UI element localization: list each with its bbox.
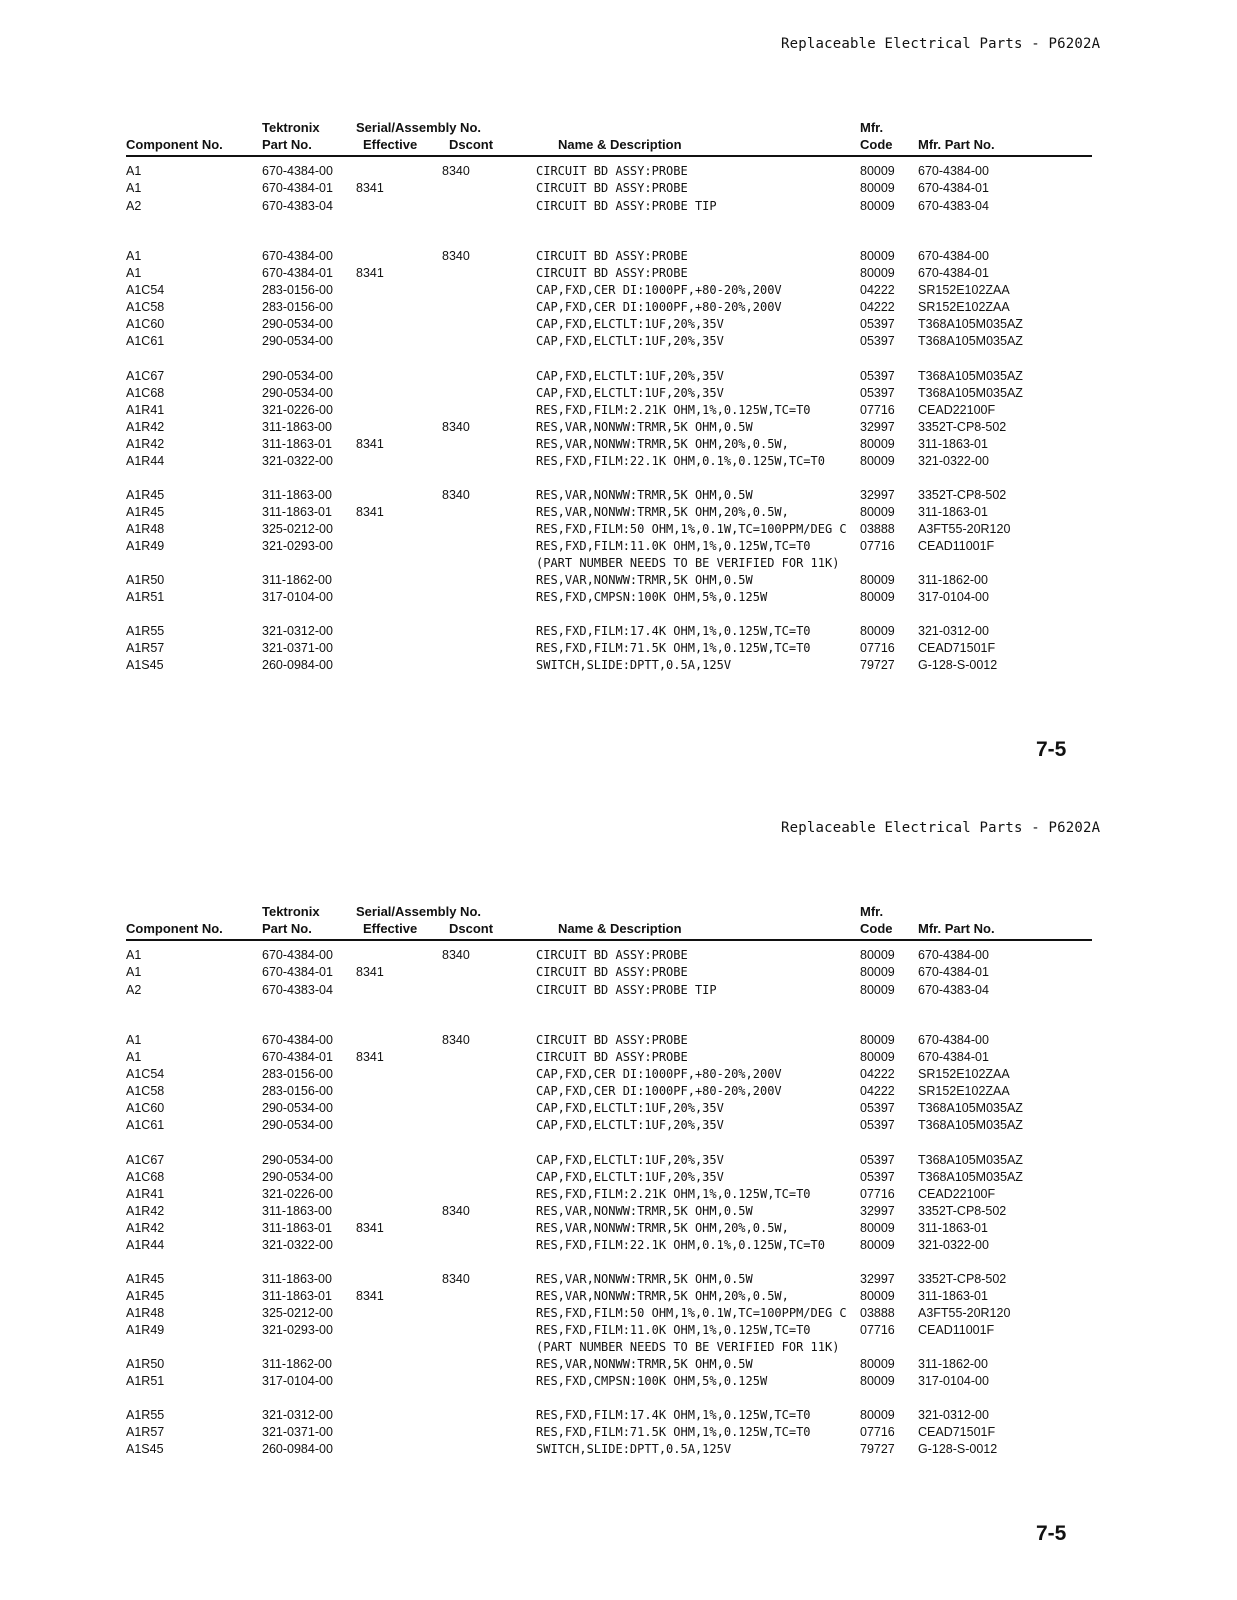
cell-desc: (PART NUMBER NEEDS TO BE VERIFIED FOR 11K) — [536, 556, 840, 570]
cell-part: 317-0104-00 — [262, 1374, 333, 1388]
cell-part: 283-0156-00 — [262, 283, 333, 297]
column-header-effective: Effective — [363, 921, 418, 936]
column-header-mfr-top: Mfr. — [860, 904, 884, 919]
column-header-component: Component No. — [126, 921, 223, 936]
column-header-tek-bottom: Part No. — [262, 137, 312, 152]
cell-mpart: T368A105M035AZ — [918, 386, 1023, 400]
cell-desc: CAP,FXD,CER DI:1000PF,+80-20%,200V — [536, 1067, 782, 1081]
cell-part: 317-0104-00 — [262, 590, 333, 604]
cell-mpart: T368A105M035AZ — [918, 1153, 1023, 1167]
cell-mpart: 311-1863-01 — [918, 505, 988, 519]
cell-comp: A1R42 — [126, 420, 165, 434]
cell-code: 80009 — [860, 505, 895, 519]
cell-desc: RES,VAR,NONWW:TRMR,5K OHM,20%,0.5W, — [536, 437, 789, 451]
cell-comp: A1C67 — [126, 369, 165, 383]
cell-part: 670-4384-01 — [262, 266, 333, 280]
cell-mpart: SR152E102ZAA — [918, 1084, 1010, 1098]
cell-desc: SWITCH,SLIDE:DPTT,0.5A,125V — [536, 658, 732, 672]
cell-desc: RES,VAR,NONWW:TRMR,5K OHM,0.5W — [536, 1357, 753, 1371]
cell-code: 32997 — [860, 488, 895, 502]
cell-code: 05397 — [860, 386, 895, 400]
cell-part: 311-1863-01 — [262, 1289, 332, 1303]
cell-eff: 8341 — [356, 1221, 384, 1235]
column-header-tek-top: Tektronix — [262, 120, 320, 135]
cell-code: 80009 — [860, 965, 895, 979]
cell-comp: A1C67 — [126, 1153, 165, 1167]
cell-comp: A1 — [126, 266, 142, 280]
cell-mpart: 670-4384-01 — [918, 181, 989, 195]
cell-code: 80009 — [860, 1238, 895, 1252]
cell-comp: A1C68 — [126, 1170, 165, 1184]
cell-part: 670-4384-00 — [262, 164, 333, 178]
cell-part: 311-1863-00 — [262, 1204, 332, 1218]
cell-desc: CAP,FXD,CER DI:1000PF,+80-20%,200V — [536, 283, 782, 297]
cell-comp: A1R57 — [126, 1425, 165, 1439]
cell-part: 321-0322-00 — [262, 454, 333, 468]
cell-eff: 8341 — [356, 181, 384, 195]
cell-mpart: 321-0312-00 — [918, 624, 989, 638]
cell-part: 321-0322-00 — [262, 1238, 333, 1252]
column-header-tek-bottom: Part No. — [262, 921, 312, 936]
cell-eff: 8341 — [356, 266, 384, 280]
cell-mpart: 321-0312-00 — [918, 1408, 989, 1422]
cell-mpart: 670-4384-01 — [918, 1050, 989, 1064]
cell-desc: RES,FXD,FILM:11.0K OHM,1%,0.125W,TC=T0 — [536, 539, 811, 553]
cell-mpart: 670-4384-00 — [918, 948, 989, 962]
cell-comp: A1C54 — [126, 1067, 165, 1081]
cell-desc: CAP,FXD,ELCTLT:1UF,20%,35V — [536, 369, 724, 383]
cell-dsc: 8340 — [442, 1272, 470, 1286]
cell-desc: RES,VAR,NONWW:TRMR,5K OHM,0.5W — [536, 573, 753, 587]
cell-code: 32997 — [860, 1272, 895, 1286]
cell-desc: CIRCUIT BD ASSY:PROBE — [536, 948, 688, 962]
cell-desc: CIRCUIT BD ASSY:PROBE — [536, 1050, 688, 1064]
cell-desc: CIRCUIT BD ASSY:PROBE — [536, 965, 688, 979]
cell-desc: CAP,FXD,ELCTLT:1UF,20%,35V — [536, 1153, 724, 1167]
cell-code: 80009 — [860, 249, 895, 263]
header-rule — [126, 939, 1092, 941]
cell-code: 03888 — [860, 1306, 895, 1320]
cell-mpart: SR152E102ZAA — [918, 1067, 1010, 1081]
cell-desc: RES,FXD,FILM:50 OHM,1%,0.1W,TC=100PPM/DEG C — [536, 522, 847, 536]
cell-desc: RES,FXD,FILM:11.0K OHM,1%,0.125W,TC=T0 — [536, 1323, 811, 1337]
running-head: Replaceable Electrical Parts - P6202A — [781, 36, 1101, 52]
cell-part: 321-0371-00 — [262, 1425, 333, 1439]
cell-mpart: G-128-S-0012 — [918, 658, 998, 672]
cell-code: 07716 — [860, 1187, 895, 1201]
cell-comp: A1C68 — [126, 386, 165, 400]
cell-desc: RES,FXD,FILM:2.21K OHM,1%,0.125W,TC=T0 — [536, 1187, 811, 1201]
cell-part: 325-0212-00 — [262, 1306, 333, 1320]
cell-comp: A1R45 — [126, 488, 165, 502]
cell-comp: A1R50 — [126, 1357, 165, 1371]
cell-code: 80009 — [860, 454, 895, 468]
cell-part: 670-4383-04 — [262, 199, 333, 213]
cell-comp: A1 — [126, 948, 142, 962]
cell-code: 04222 — [860, 283, 895, 297]
cell-comp: A1R51 — [126, 1374, 165, 1388]
column-header-mfr-top: Mfr. — [860, 120, 884, 135]
cell-comp: A1R45 — [126, 505, 165, 519]
column-header-name-desc: Name & Description — [558, 921, 682, 936]
cell-comp: A1 — [126, 1050, 142, 1064]
cell-comp: A1R44 — [126, 454, 165, 468]
cell-part: 311-1862-00 — [262, 1357, 332, 1371]
cell-desc: RES,FXD,FILM:71.5K OHM,1%,0.125W,TC=T0 — [536, 641, 811, 655]
cell-desc: (PART NUMBER NEEDS TO BE VERIFIED FOR 11K) — [536, 1340, 840, 1354]
page-number: 7-5 — [1036, 738, 1067, 761]
cell-eff: 8341 — [356, 1289, 384, 1303]
cell-code: 79727 — [860, 658, 895, 672]
cell-dsc: 8340 — [442, 249, 470, 263]
cell-code: 04222 — [860, 300, 895, 314]
cell-code: 80009 — [860, 1050, 895, 1064]
cell-dsc: 8340 — [442, 948, 470, 962]
cell-desc: CIRCUIT BD ASSY:PROBE — [536, 266, 688, 280]
column-header-dscont: Dscont — [449, 137, 494, 152]
cell-comp: A1C58 — [126, 300, 165, 314]
cell-comp: A1R45 — [126, 1272, 165, 1286]
cell-part: 321-0312-00 — [262, 1408, 333, 1422]
cell-code: 80009 — [860, 590, 895, 604]
cell-eff: 8341 — [356, 505, 384, 519]
cell-desc: RES,FXD,FILM:17.4K OHM,1%,0.125W,TC=T0 — [536, 624, 811, 638]
cell-code: 04222 — [860, 1067, 895, 1081]
cell-desc: CAP,FXD,ELCTLT:1UF,20%,35V — [536, 317, 724, 331]
running-head: Replaceable Electrical Parts - P6202A — [781, 820, 1101, 836]
cell-part: 283-0156-00 — [262, 1084, 333, 1098]
cell-mpart: SR152E102ZAA — [918, 300, 1010, 314]
cell-mpart: T368A105M035AZ — [918, 369, 1023, 383]
cell-code: 04222 — [860, 1084, 895, 1098]
cell-code: 32997 — [860, 1204, 895, 1218]
cell-code: 05397 — [860, 1170, 895, 1184]
column-header-code: Code — [860, 921, 893, 936]
cell-desc: RES,FXD,FILM:22.1K OHM,0.1%,0.125W,TC=T0 — [536, 1238, 825, 1252]
cell-desc: CIRCUIT BD ASSY:PROBE — [536, 1033, 688, 1047]
cell-code: 80009 — [860, 266, 895, 280]
cell-comp: A1S45 — [126, 658, 164, 672]
page-half — [0, 784, 1237, 1584]
cell-comp: A1R44 — [126, 1238, 165, 1252]
cell-dsc: 8340 — [442, 164, 470, 178]
cell-part: 325-0212-00 — [262, 522, 333, 536]
cell-code: 80009 — [860, 948, 895, 962]
cell-mpart: 311-1863-01 — [918, 1221, 988, 1235]
cell-comp: A1C61 — [126, 1118, 165, 1132]
cell-part: 670-4383-04 — [262, 983, 333, 997]
column-header-mfr-part: Mfr. Part No. — [918, 137, 995, 152]
cell-dsc: 8340 — [442, 1033, 470, 1047]
cell-mpart: 311-1862-00 — [918, 1357, 988, 1371]
cell-mpart: 3352T-CP8-502 — [918, 420, 1007, 434]
cell-code: 07716 — [860, 1323, 895, 1337]
cell-part: 290-0534-00 — [262, 1170, 333, 1184]
cell-mpart: A3FT55-20R120 — [918, 1306, 1011, 1320]
cell-part: 311-1863-01 — [262, 505, 332, 519]
column-header-dscont: Dscont — [449, 921, 494, 936]
cell-comp: A1C58 — [126, 1084, 165, 1098]
cell-part: 321-0226-00 — [262, 403, 333, 417]
cell-code: 80009 — [860, 573, 895, 587]
cell-code: 05397 — [860, 334, 895, 348]
cell-comp: A1R55 — [126, 624, 165, 638]
cell-desc: RES,VAR,NONWW:TRMR,5K OHM,0.5W — [536, 1272, 753, 1286]
cell-mpart: CEAD11001F — [918, 539, 995, 553]
cell-part: 290-0534-00 — [262, 369, 333, 383]
cell-mpart: 670-4384-01 — [918, 965, 989, 979]
cell-code: 07716 — [860, 1425, 895, 1439]
cell-eff: 8341 — [356, 437, 384, 451]
cell-mpart: 670-4384-00 — [918, 249, 989, 263]
cell-desc: RES,VAR,NONWW:TRMR,5K OHM,20%,0.5W, — [536, 1289, 789, 1303]
column-header-component: Component No. — [126, 137, 223, 152]
column-header-mfr-part: Mfr. Part No. — [918, 921, 995, 936]
cell-part: 670-4384-00 — [262, 948, 333, 962]
cell-comp: A1C61 — [126, 334, 165, 348]
cell-part: 321-0312-00 — [262, 624, 333, 638]
cell-mpart: 670-4384-00 — [918, 164, 989, 178]
cell-part: 311-1863-00 — [262, 488, 332, 502]
cell-mpart: 311-1862-00 — [918, 573, 988, 587]
cell-desc: CAP,FXD,CER DI:1000PF,+80-20%,200V — [536, 1084, 782, 1098]
cell-mpart: 3352T-CP8-502 — [918, 1204, 1007, 1218]
cell-comp: A1R41 — [126, 1187, 165, 1201]
cell-comp: A1R57 — [126, 641, 165, 655]
cell-code: 80009 — [860, 437, 895, 451]
cell-part: 290-0534-00 — [262, 386, 333, 400]
cell-mpart: CEAD11001F — [918, 1323, 995, 1337]
cell-desc: RES,FXD,FILM:50 OHM,1%,0.1W,TC=100PPM/DEG C — [536, 1306, 847, 1320]
cell-code: 80009 — [860, 199, 895, 213]
cell-comp: A1 — [126, 181, 142, 195]
cell-dsc: 8340 — [442, 1204, 470, 1218]
cell-mpart: CEAD71501F — [918, 641, 996, 655]
cell-comp: A1R42 — [126, 1204, 165, 1218]
cell-part: 670-4384-01 — [262, 181, 333, 195]
cell-part: 311-1863-01 — [262, 1221, 332, 1235]
cell-mpart: CEAD22100F — [918, 1187, 996, 1201]
cell-desc: CIRCUIT BD ASSY:PROBE TIP — [536, 199, 717, 213]
cell-part: 290-0534-00 — [262, 1101, 333, 1115]
cell-code: 80009 — [860, 164, 895, 178]
cell-mpart: G-128-S-0012 — [918, 1442, 998, 1456]
cell-comp: A1R55 — [126, 1408, 165, 1422]
cell-part: 290-0534-00 — [262, 1118, 333, 1132]
cell-part: 290-0534-00 — [262, 1153, 333, 1167]
cell-part: 260-0984-00 — [262, 1442, 333, 1456]
cell-desc: CAP,FXD,ELCTLT:1UF,20%,35V — [536, 1170, 724, 1184]
cell-comp: A1R48 — [126, 522, 165, 536]
cell-desc: SWITCH,SLIDE:DPTT,0.5A,125V — [536, 1442, 732, 1456]
cell-mpart: 670-4383-04 — [918, 983, 989, 997]
cell-code: 03888 — [860, 522, 895, 536]
cell-comp: A1R48 — [126, 1306, 165, 1320]
cell-desc: CIRCUIT BD ASSY:PROBE TIP — [536, 983, 717, 997]
cell-comp: A1R49 — [126, 1323, 165, 1337]
cell-part: 670-4384-01 — [262, 965, 333, 979]
page-number: 7-5 — [1036, 1522, 1067, 1545]
cell-code: 05397 — [860, 317, 895, 331]
cell-comp: A1C60 — [126, 1101, 165, 1115]
cell-desc: RES,VAR,NONWW:TRMR,5K OHM,0.5W — [536, 1204, 753, 1218]
cell-part: 321-0226-00 — [262, 1187, 333, 1201]
cell-comp: A2 — [126, 199, 142, 213]
cell-part: 311-1863-01 — [262, 437, 332, 451]
cell-dsc: 8340 — [442, 420, 470, 434]
column-header-serial-top: Serial/Assembly No. — [356, 904, 481, 919]
cell-code: 05397 — [860, 369, 895, 383]
cell-desc: RES,VAR,NONWW:TRMR,5K OHM,20%,0.5W, — [536, 1221, 789, 1235]
cell-comp: A1R41 — [126, 403, 165, 417]
cell-part: 283-0156-00 — [262, 300, 333, 314]
cell-desc: RES,VAR,NONWW:TRMR,5K OHM,0.5W — [536, 420, 753, 434]
cell-part: 321-0371-00 — [262, 641, 333, 655]
cell-mpart: CEAD22100F — [918, 403, 996, 417]
cell-mpart: 321-0322-00 — [918, 1238, 989, 1252]
cell-desc: CIRCUIT BD ASSY:PROBE — [536, 164, 688, 178]
cell-mpart: 670-4383-04 — [918, 199, 989, 213]
cell-desc: RES,VAR,NONWW:TRMR,5K OHM,20%,0.5W, — [536, 505, 789, 519]
cell-desc: CIRCUIT BD ASSY:PROBE — [536, 181, 688, 195]
cell-code: 80009 — [860, 1033, 895, 1047]
cell-mpart: T368A105M035AZ — [918, 317, 1023, 331]
cell-mpart: 317-0104-00 — [918, 590, 989, 604]
cell-desc: CAP,FXD,CER DI:1000PF,+80-20%,200V — [536, 300, 782, 314]
cell-part: 670-4384-00 — [262, 1033, 333, 1047]
cell-code: 80009 — [860, 181, 895, 195]
cell-comp: A1R45 — [126, 1289, 165, 1303]
cell-part: 290-0534-00 — [262, 334, 333, 348]
cell-code: 80009 — [860, 1289, 895, 1303]
cell-mpart: 311-1863-01 — [918, 437, 988, 451]
cell-comp: A1S45 — [126, 1442, 164, 1456]
cell-mpart: T368A105M035AZ — [918, 1101, 1023, 1115]
cell-desc: CAP,FXD,ELCTLT:1UF,20%,35V — [536, 386, 724, 400]
cell-part: 321-0293-00 — [262, 1323, 333, 1337]
cell-part: 670-4384-00 — [262, 249, 333, 263]
cell-mpart: T368A105M035AZ — [918, 1118, 1023, 1132]
cell-desc: CIRCUIT BD ASSY:PROBE — [536, 249, 688, 263]
cell-desc: RES,FXD,FILM:17.4K OHM,1%,0.125W,TC=T0 — [536, 1408, 811, 1422]
cell-mpart: CEAD71501F — [918, 1425, 996, 1439]
cell-desc: RES,FXD,FILM:71.5K OHM,1%,0.125W,TC=T0 — [536, 1425, 811, 1439]
header-rule — [126, 155, 1092, 157]
cell-desc: RES,FXD,CMPSN:100K OHM,5%,0.125W — [536, 590, 768, 604]
cell-comp: A1 — [126, 249, 142, 263]
cell-comp: A1 — [126, 1033, 142, 1047]
column-header-effective: Effective — [363, 137, 418, 152]
cell-mpart: 670-4384-01 — [918, 266, 989, 280]
cell-comp: A1R49 — [126, 539, 165, 553]
cell-mpart: 3352T-CP8-502 — [918, 488, 1007, 502]
cell-mpart: 321-0322-00 — [918, 454, 989, 468]
cell-comp: A1R51 — [126, 590, 165, 604]
cell-comp: A2 — [126, 983, 142, 997]
cell-part: 283-0156-00 — [262, 1067, 333, 1081]
cell-code: 80009 — [860, 1221, 895, 1235]
cell-eff: 8341 — [356, 1050, 384, 1064]
cell-part: 290-0534-00 — [262, 317, 333, 331]
cell-mpart: SR152E102ZAA — [918, 283, 1010, 297]
cell-code: 80009 — [860, 624, 895, 638]
cell-part: 311-1863-00 — [262, 420, 332, 434]
column-header-serial-top: Serial/Assembly No. — [356, 120, 481, 135]
cell-code: 80009 — [860, 1408, 895, 1422]
cell-comp: A1R50 — [126, 573, 165, 587]
cell-code: 80009 — [860, 983, 895, 997]
cell-eff: 8341 — [356, 965, 384, 979]
cell-part: 321-0293-00 — [262, 539, 333, 553]
cell-comp: A1R42 — [126, 437, 165, 451]
cell-part: 670-4384-01 — [262, 1050, 333, 1064]
cell-comp: A1 — [126, 164, 142, 178]
cell-comp: A1C54 — [126, 283, 165, 297]
cell-code: 79727 — [860, 1442, 895, 1456]
cell-code: 07716 — [860, 539, 895, 553]
cell-desc: CAP,FXD,ELCTLT:1UF,20%,35V — [536, 1101, 724, 1115]
column-header-code: Code — [860, 137, 893, 152]
cell-desc: RES,VAR,NONWW:TRMR,5K OHM,0.5W — [536, 488, 753, 502]
cell-code: 07716 — [860, 403, 895, 417]
cell-mpart: A3FT55-20R120 — [918, 522, 1011, 536]
cell-comp: A1C60 — [126, 317, 165, 331]
cell-code: 80009 — [860, 1374, 895, 1388]
cell-mpart: 317-0104-00 — [918, 1374, 989, 1388]
cell-mpart: 311-1863-01 — [918, 1289, 988, 1303]
cell-desc: RES,FXD,FILM:22.1K OHM,0.1%,0.125W,TC=T0 — [536, 454, 825, 468]
cell-code: 05397 — [860, 1153, 895, 1167]
cell-part: 311-1862-00 — [262, 573, 332, 587]
cell-mpart: T368A105M035AZ — [918, 334, 1023, 348]
column-header-tek-top: Tektronix — [262, 904, 320, 919]
cell-code: 80009 — [860, 1357, 895, 1371]
cell-part: 260-0984-00 — [262, 658, 333, 672]
column-header-name-desc: Name & Description — [558, 137, 682, 152]
cell-code: 05397 — [860, 1118, 895, 1132]
cell-desc: RES,FXD,FILM:2.21K OHM,1%,0.125W,TC=T0 — [536, 403, 811, 417]
cell-desc: CAP,FXD,ELCTLT:1UF,20%,35V — [536, 334, 724, 348]
cell-mpart: 670-4384-00 — [918, 1033, 989, 1047]
cell-mpart: 3352T-CP8-502 — [918, 1272, 1007, 1286]
cell-mpart: T368A105M035AZ — [918, 1170, 1023, 1184]
cell-comp: A1 — [126, 965, 142, 979]
cell-code: 07716 — [860, 641, 895, 655]
cell-comp: A1R42 — [126, 1221, 165, 1235]
cell-dsc: 8340 — [442, 488, 470, 502]
cell-code: 32997 — [860, 420, 895, 434]
cell-desc: RES,FXD,CMPSN:100K OHM,5%,0.125W — [536, 1374, 768, 1388]
cell-part: 311-1863-00 — [262, 1272, 332, 1286]
cell-desc: CAP,FXD,ELCTLT:1UF,20%,35V — [536, 1118, 724, 1132]
cell-code: 05397 — [860, 1101, 895, 1115]
